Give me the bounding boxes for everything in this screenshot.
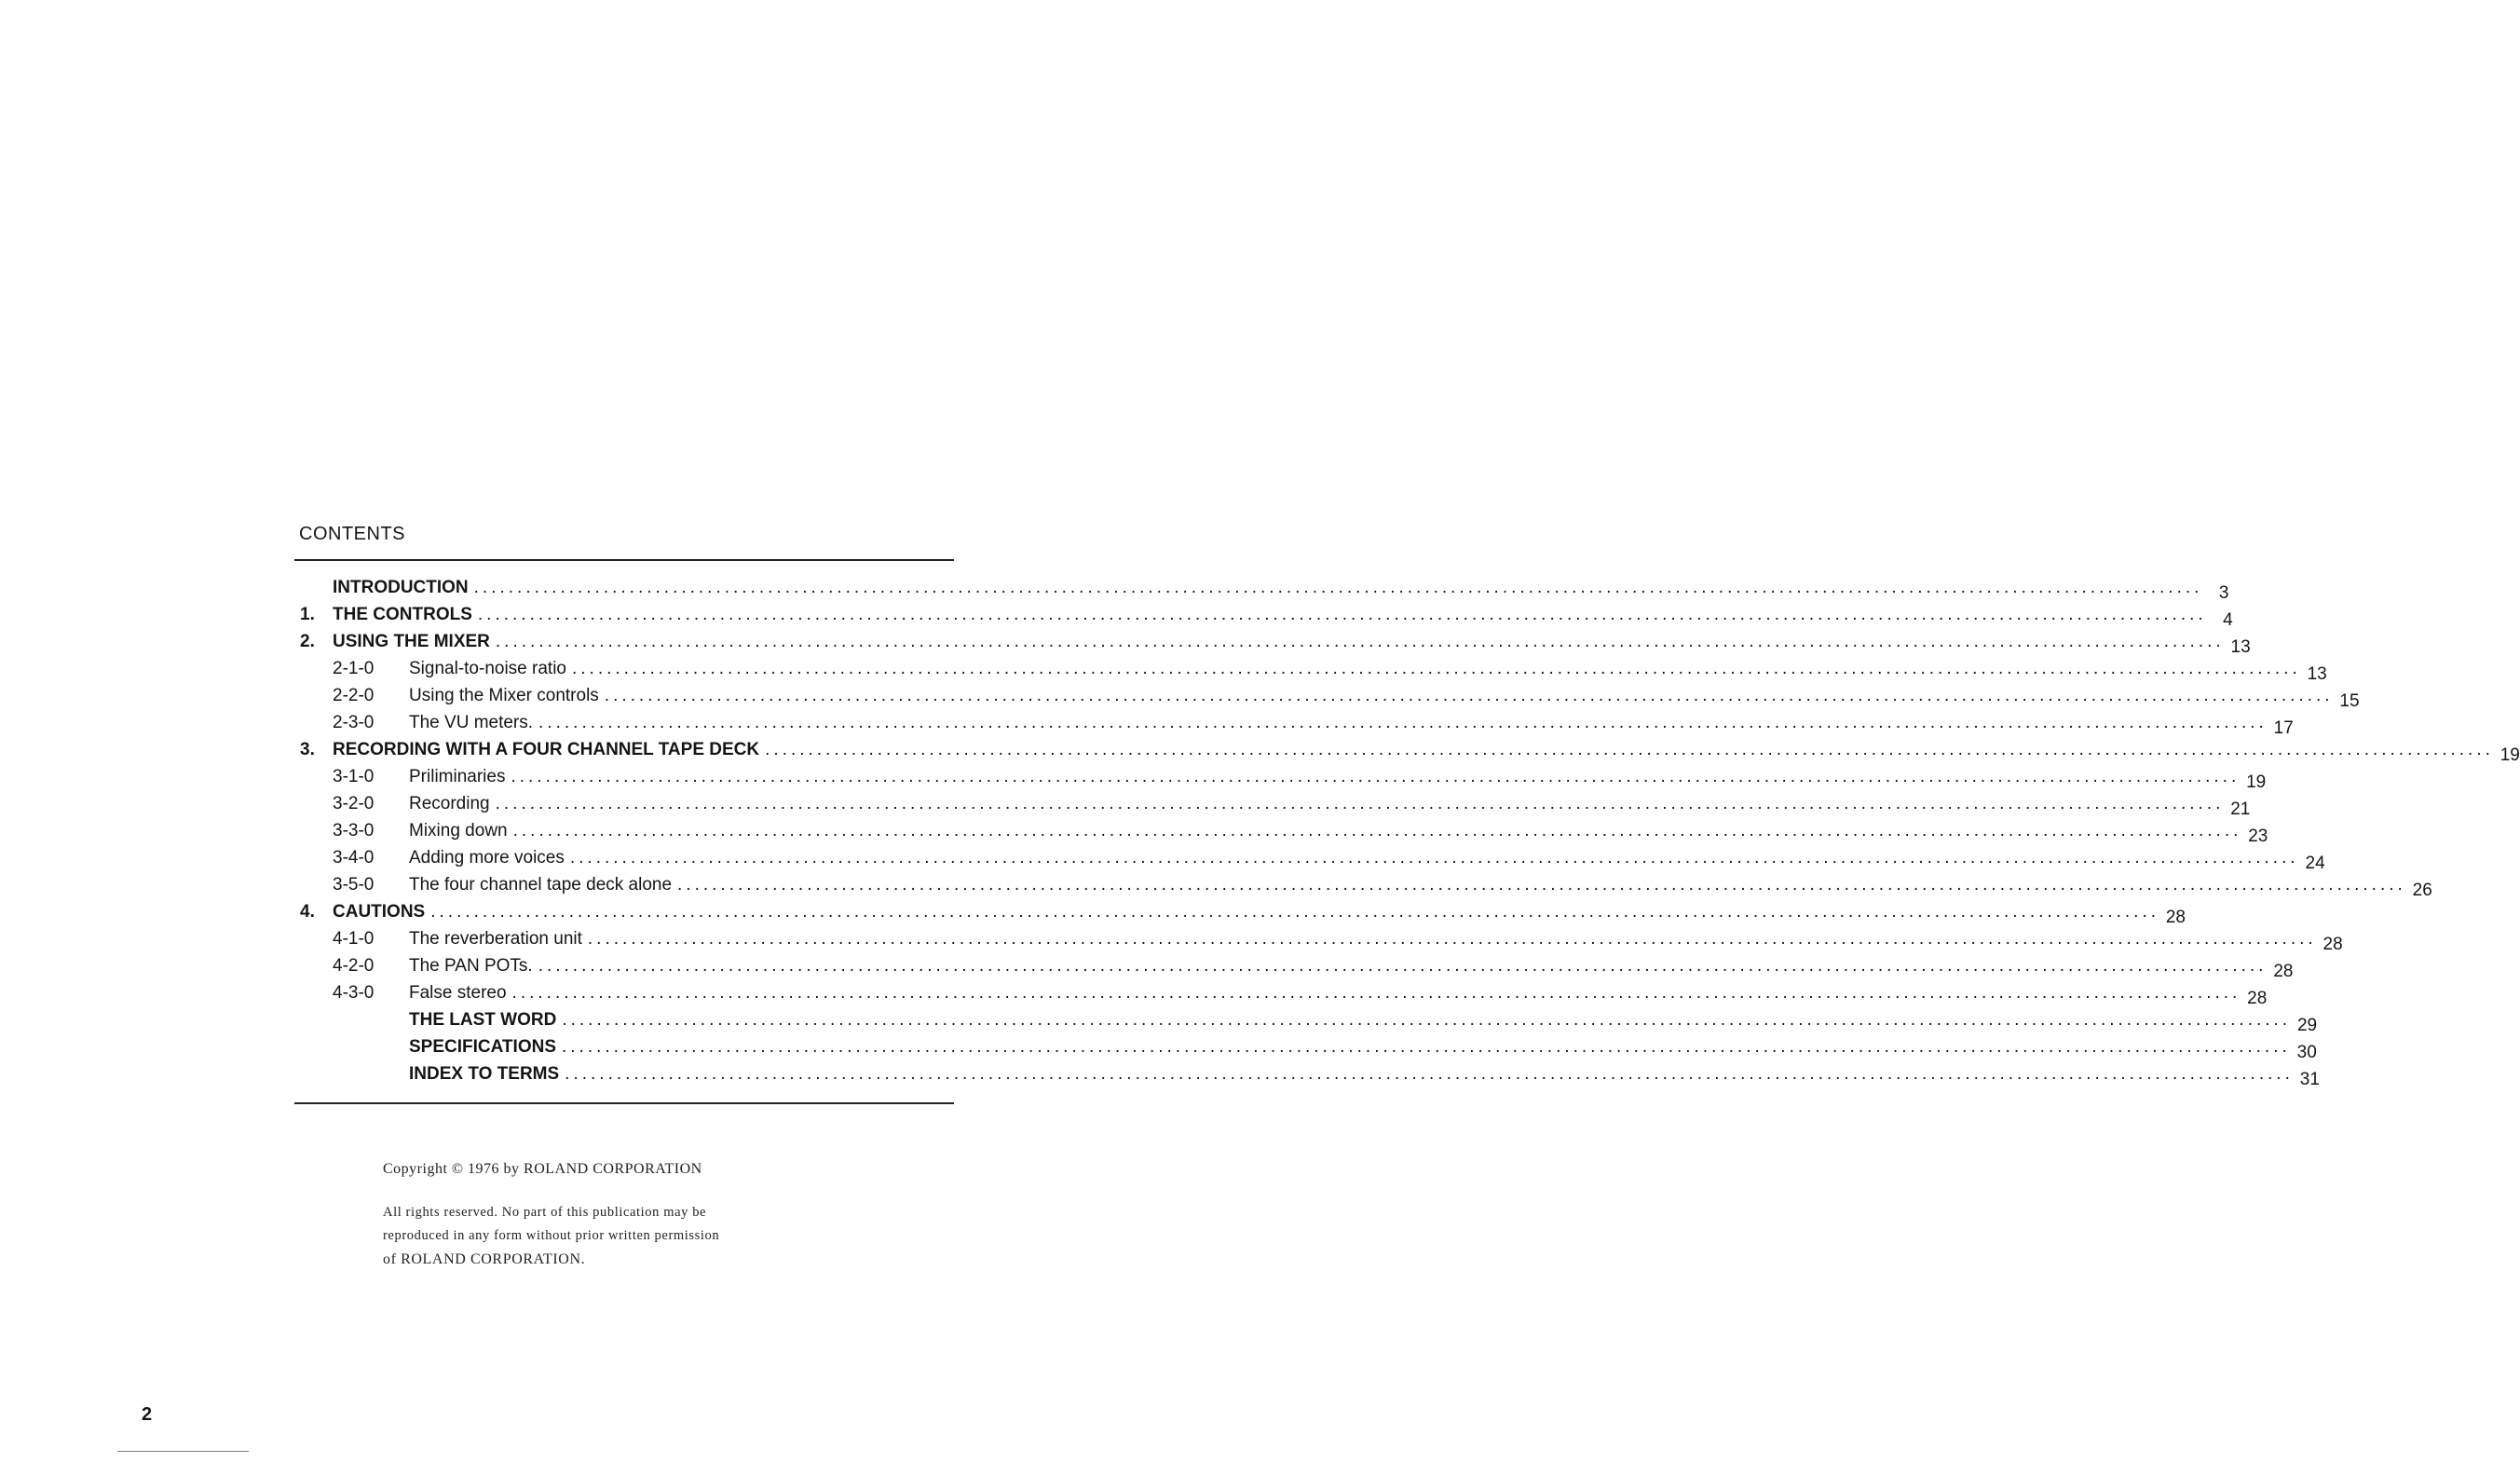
toc-dot-leader: ........................................................................................................................................................................................................ xyxy=(765,740,2494,759)
copyright-line: Copyright © 1976 by ROLAND CORPORATION xyxy=(383,1161,702,1177)
toc-dot-leader: ........................................................................................................................................................................................................ xyxy=(473,578,2203,597)
toc-row xyxy=(0,848,2325,875)
toc-entry-title: Priliminaries xyxy=(409,767,506,786)
toc-page-number: 19 xyxy=(2500,745,2520,765)
toc-row xyxy=(0,929,2343,956)
toc-number: 3-1-0 xyxy=(333,767,375,786)
toc-entry-title: THE LAST WORD xyxy=(409,1010,557,1030)
toc-page-number: 28 xyxy=(2322,935,2343,954)
toc-leader-line xyxy=(409,848,2325,873)
toc-entry-title: Using the Mixer controls xyxy=(409,686,599,705)
toc-dot-leader: ........................................................................................................................................................................................................ xyxy=(569,848,2299,868)
toc-number: 4-2-0 xyxy=(333,956,375,976)
toc-page-number: 23 xyxy=(2248,827,2268,846)
toc-row xyxy=(0,767,2267,794)
page-number: 2 xyxy=(142,1404,153,1425)
toc-dot-leader: ........................................................................................................................................................................................................ xyxy=(511,767,2241,786)
toc-row xyxy=(0,713,2294,740)
toc-number: 3. xyxy=(300,740,315,759)
toc-entry-title: INTRODUCTION xyxy=(333,578,469,597)
toc-leader-line xyxy=(409,794,2251,819)
toc-entry-title: CAUTIONS xyxy=(333,902,426,922)
toc-row xyxy=(0,605,2233,632)
toc-row xyxy=(0,1037,2317,1064)
toc-entry-title: The PAN POTs. xyxy=(409,956,533,976)
toc-dot-leader: ........................................................................................................................................................................................................ xyxy=(495,632,2225,651)
toc-entry-title: False stereo xyxy=(409,983,507,1003)
toc-dot-leader: ........................................................................................................................................................................................................ xyxy=(562,1037,2291,1057)
rights-line-2: reproduced in any form without prior written permission xyxy=(383,1228,720,1243)
toc-row xyxy=(0,956,2294,983)
toc-dot-leader: ........................................................................................................................................................................................................ xyxy=(571,659,2301,678)
toc-row xyxy=(0,659,2327,686)
toc-page-number: 24 xyxy=(2305,854,2325,873)
toc-page-number: 28 xyxy=(2247,989,2268,1008)
toc-dot-leader: ........................................................................................................................................................................................................ xyxy=(430,902,2159,922)
toc-row xyxy=(0,686,2360,713)
toc-leader-line xyxy=(409,875,2432,900)
toc-leader-line xyxy=(409,1010,2318,1035)
toc-entry-title: The reverberation unit xyxy=(409,929,582,949)
toc-row xyxy=(0,983,2268,1010)
toc-leader-line xyxy=(409,821,2268,846)
toc-dot-leader: ........................................................................................................................................................................................................ xyxy=(538,956,2268,976)
toc-entry-title: Recording xyxy=(409,794,490,813)
toc-number: 3-3-0 xyxy=(333,821,375,840)
toc-entry-title: Adding more voices xyxy=(409,848,565,868)
toc-page-number: 29 xyxy=(2296,1016,2318,1035)
toc-number: 1. xyxy=(300,605,315,624)
toc-page-number: 13 xyxy=(2230,637,2251,657)
toc-leader-line xyxy=(333,605,2233,630)
toc-leader-line xyxy=(409,1037,2317,1062)
rights-notice xyxy=(383,1201,830,1271)
toc-number: 4-1-0 xyxy=(333,929,375,949)
toc-page-number: 4 xyxy=(2223,610,2233,630)
toc-leader-line xyxy=(333,740,2520,765)
rights-line-1: All rights reserved. No part of this publication may be xyxy=(383,1205,707,1220)
toc-leader-line xyxy=(333,578,2229,603)
toc-leader-line xyxy=(409,767,2267,792)
toc-entry-title: RECORDING WITH A FOUR CHANNEL TAPE DECK xyxy=(333,740,760,759)
toc-number: 2-2-0 xyxy=(333,686,375,705)
toc-number: 2-3-0 xyxy=(333,713,375,732)
bottom-rule xyxy=(294,1102,954,1104)
toc-page-number: 28 xyxy=(2165,908,2186,927)
toc-page-number: 31 xyxy=(2299,1070,2320,1089)
toc-leader-line xyxy=(333,632,2251,657)
toc-row xyxy=(0,1064,2320,1091)
toc-entry-title: USING THE MIXER xyxy=(333,632,490,651)
toc-dot-leader: ........................................................................................................................................................................................................ xyxy=(677,875,2406,895)
toc-number: 3-4-0 xyxy=(333,848,375,868)
toc-dot-leader: ........................................................................................................................................................................................................ xyxy=(538,713,2268,732)
toc-row xyxy=(0,794,2251,821)
toc-dot-leader: ........................................................................................................................................................................................................ xyxy=(565,1064,2294,1084)
toc-dot-leader: ........................................................................................................................................................................................................ xyxy=(587,929,2317,949)
toc-dot-leader: ........................................................................................................................................................................................................ xyxy=(512,821,2242,840)
footer-blue-line xyxy=(117,1451,249,1452)
toc-row xyxy=(0,632,2251,659)
toc-leader-line xyxy=(409,983,2268,1008)
toc-number: 4. xyxy=(300,902,315,922)
toc-number: 3-2-0 xyxy=(333,794,375,813)
rights-line-3: of ROLAND CORPORATION. xyxy=(383,1251,586,1267)
toc-page-number: 30 xyxy=(2296,1043,2317,1062)
toc-dot-leader: ........................................................................................................................................................................................................ xyxy=(562,1010,2292,1030)
toc-entry-title: The VU meters. xyxy=(409,713,534,732)
contents-title: CONTENTS xyxy=(299,524,405,544)
toc-leader-line xyxy=(409,956,2294,981)
toc-leader-line xyxy=(409,686,2360,711)
toc-row xyxy=(0,821,2268,848)
toc-row xyxy=(0,902,2186,929)
toc-number: 2. xyxy=(300,632,315,651)
toc-page-number: 15 xyxy=(2339,691,2360,711)
toc-leader-line xyxy=(333,902,2186,927)
toc-number: 3-5-0 xyxy=(333,875,375,895)
toc-entry-title: SPECIFICATIONS xyxy=(409,1037,556,1057)
toc-row xyxy=(0,1010,2318,1037)
toc-row xyxy=(0,875,2432,902)
toc-dot-leader: ........................................................................................................................................................................................................ xyxy=(477,605,2207,624)
toc-row xyxy=(0,578,2229,605)
toc-page-number: 21 xyxy=(2230,800,2251,819)
toc-row xyxy=(0,740,2520,767)
toc-dot-leader: ........................................................................................................................................................................................................ xyxy=(495,794,2225,813)
toc-leader-line xyxy=(409,659,2327,684)
toc-page-number: 3 xyxy=(2218,583,2229,603)
toc-dot-leader: ........................................................................................................................................................................................................ xyxy=(511,983,2241,1003)
toc-entry-title: Mixing down xyxy=(409,821,508,840)
toc-leader-line xyxy=(409,713,2294,738)
top-rule xyxy=(294,559,954,561)
toc-leader-line xyxy=(409,1064,2320,1089)
toc-page-number: 17 xyxy=(2273,718,2294,738)
toc-entry-title: Signal-to-noise ratio xyxy=(409,659,566,678)
toc-entry-title: INDEX TO TERMS xyxy=(409,1064,560,1084)
toc-entry-title: The four channel tape deck alone xyxy=(409,875,673,895)
toc-number: 2-1-0 xyxy=(333,659,375,678)
toc-page-number: 28 xyxy=(2273,962,2294,981)
toc-dot-leader: ........................................................................................................................................................................................................ xyxy=(604,686,2334,705)
toc-entry-title: THE CONTROLS xyxy=(333,605,472,624)
toc-page-number: 19 xyxy=(2246,772,2267,792)
toc-page-number: 26 xyxy=(2412,881,2432,900)
toc-leader-line xyxy=(409,929,2343,954)
toc-number: 4-3-0 xyxy=(333,983,375,1003)
toc-page-number: 13 xyxy=(2307,664,2327,684)
